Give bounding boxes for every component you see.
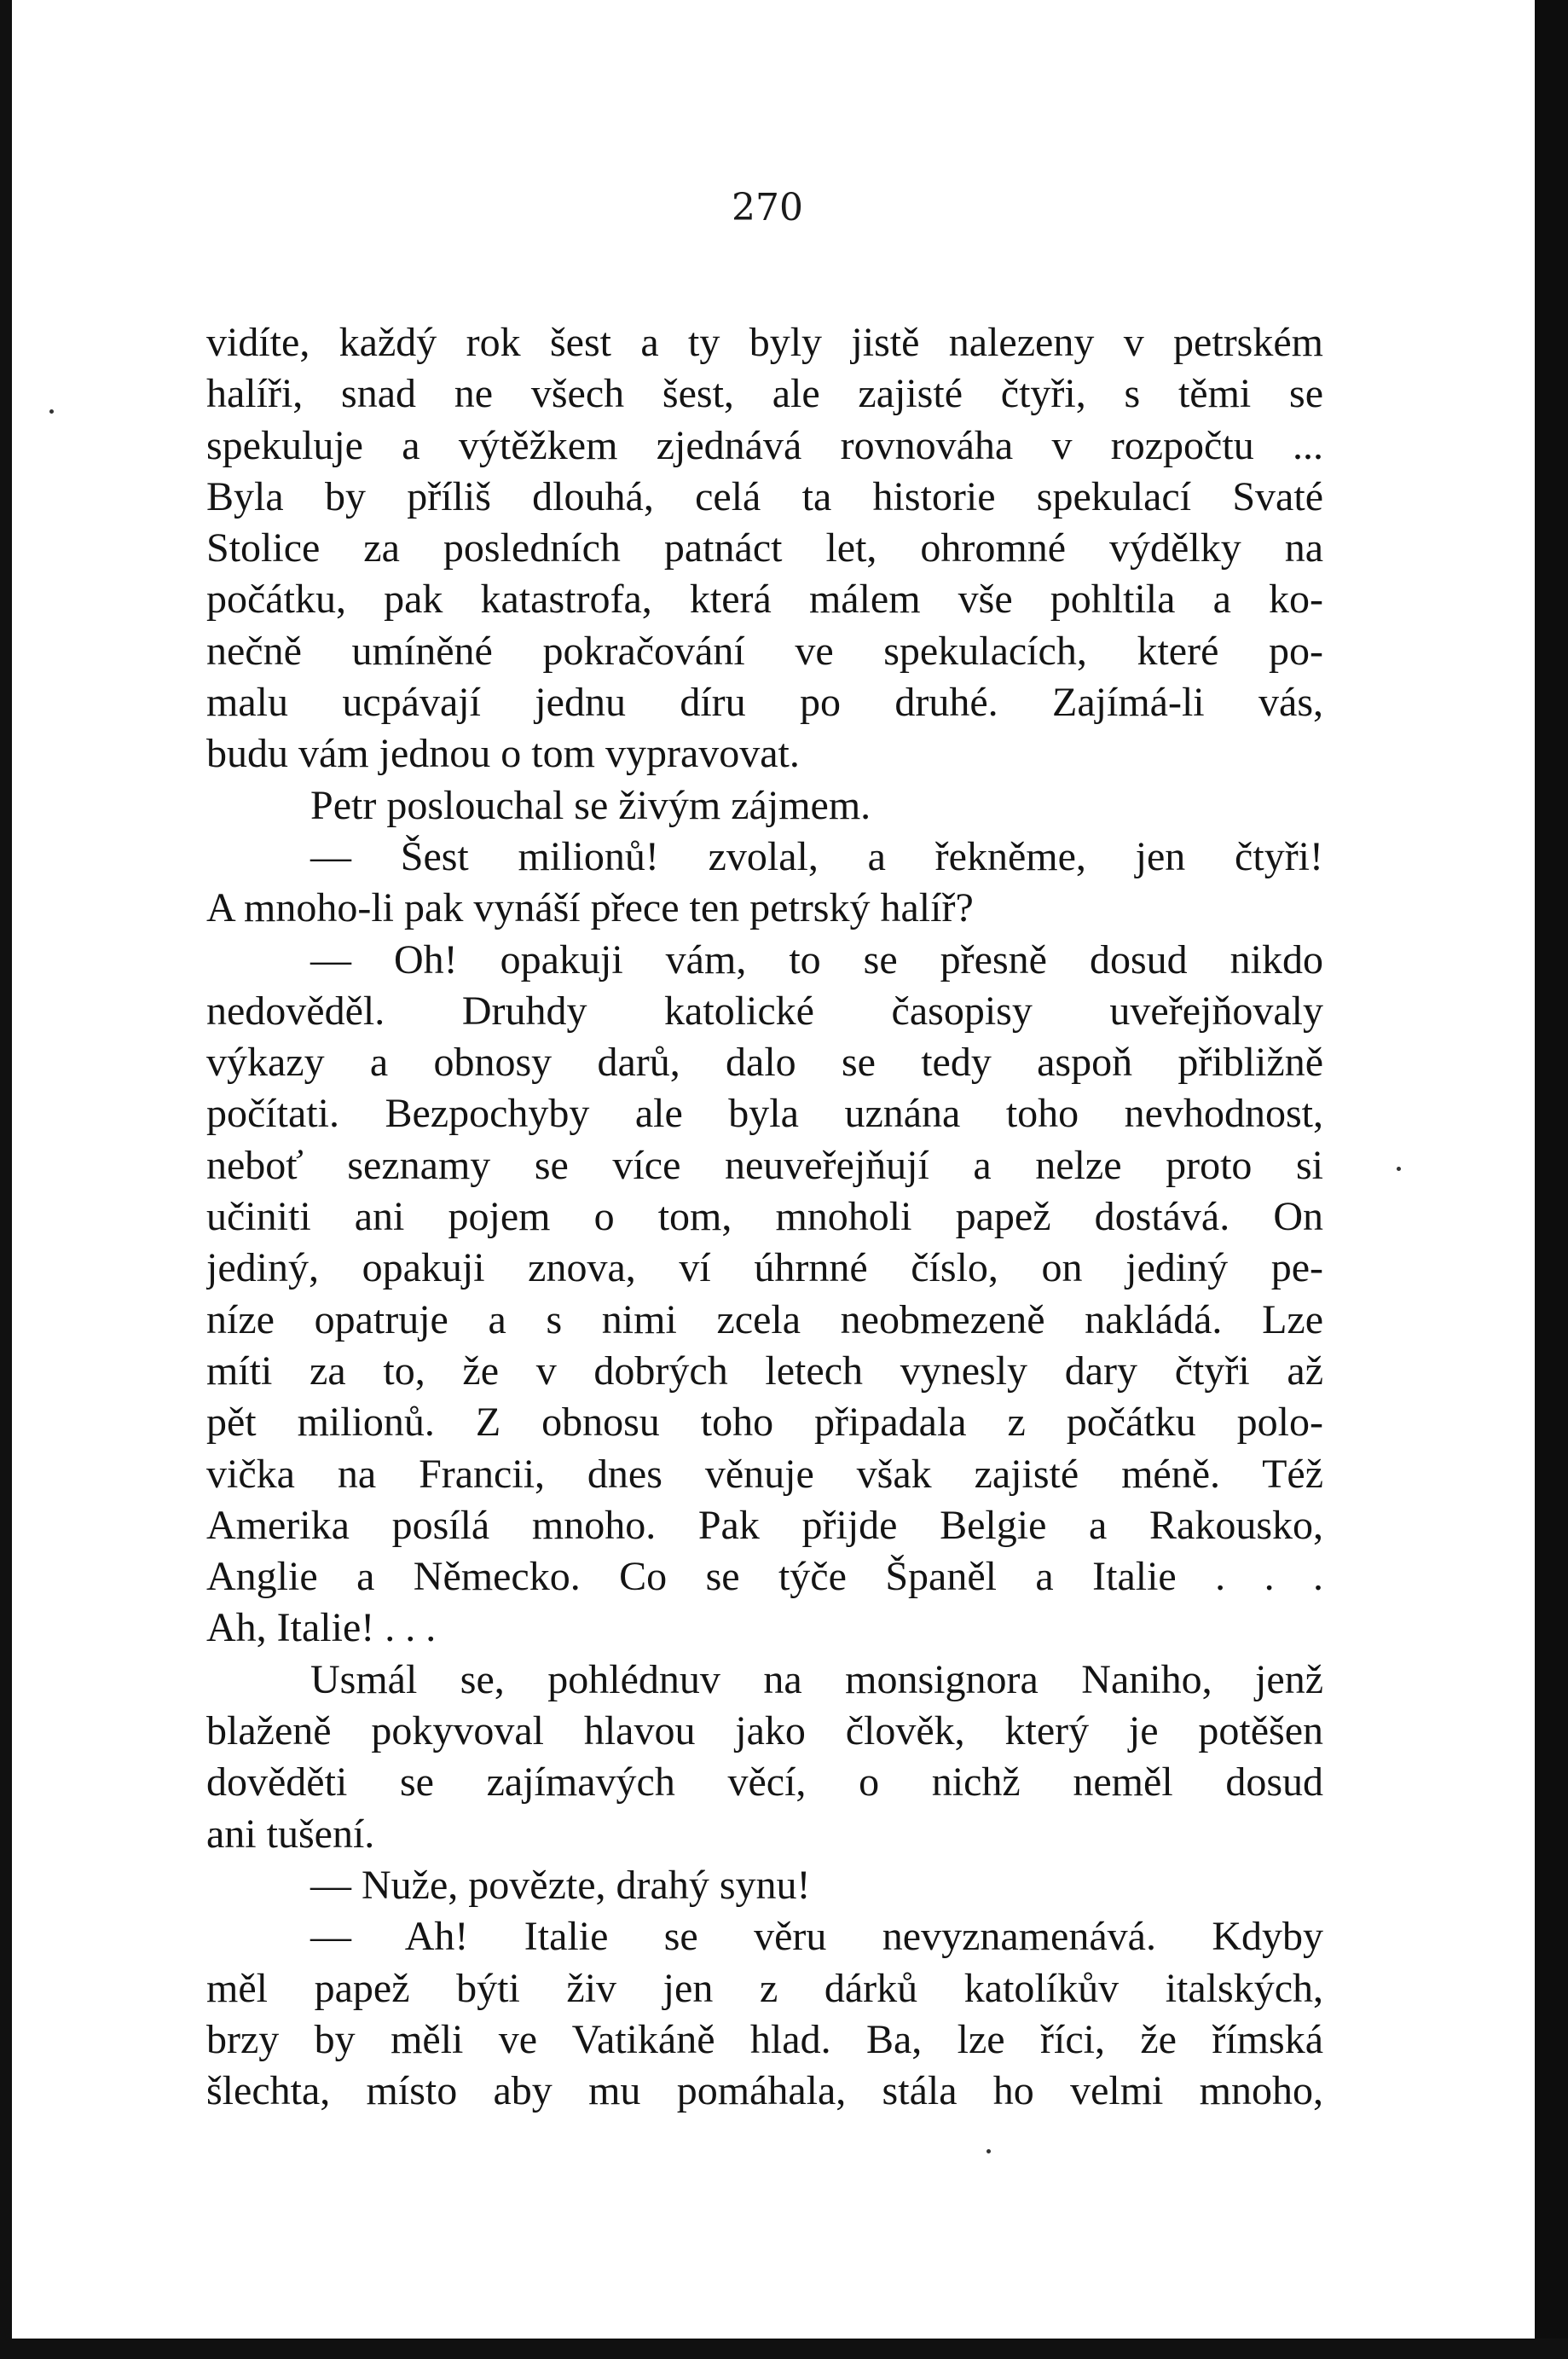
text-line: malu ucpávají jednu díru po druhé. Zajímá-li vás,: [206, 680, 1323, 726]
text-line: ani tušení.: [206, 1811, 375, 1857]
body-text: [206, 317, 1323, 2117]
text-line: — Nuže, povězte, drahý synu!: [310, 1862, 811, 1908]
text-line: počátku, pak katastrofa, která málem vše pohltila a ko-: [206, 577, 1323, 623]
text-line: nečně umíněné pokračování ve spekulacích, které po-: [206, 628, 1323, 674]
text-line: Byla by příliš dlouhá, celá ta historie spekulací Svaté: [206, 473, 1323, 519]
text-line: vidíte, každý rok šest a ty byly jistě nalezeny v petrském: [206, 320, 1323, 365]
text-line: Anglie a Německo. Co se týče Španěl a Italie . . .: [206, 1554, 1323, 1600]
text-line: — Ah! Italie se věru nevyznamenává. Kdyby: [310, 1914, 1323, 1960]
text-line: měl papež býti živ jen z dárků katolíkův italských,: [206, 1965, 1323, 2011]
text-line: níze opatruje a s nimi zcela neobmezeně nakládá. Lze: [206, 1296, 1323, 1342]
text-line: — Šest milionů! zvolal, a řekněme, jen čtyři!: [310, 833, 1323, 879]
text-line: Stolice za posledních patnáct let, ohromné výdělky na: [206, 525, 1323, 571]
text-line: halíři, snad ne všech šest, ale zajisté čtyři, s těmi se: [206, 371, 1323, 417]
text-line: výkazy a obnosy darů, dalo se tedy aspoň přibližně: [206, 1040, 1323, 1086]
scan-border-left: [0, 0, 12, 2359]
text-line: nedověděl. Druhdy katolické časopisy uveřejňovaly: [206, 988, 1323, 1034]
text-line: Amerika posílá mnoho. Pak přijde Belgie a Rakousko,: [206, 1502, 1323, 1548]
text-line: míti za to, že v dobrých letech vynesly dary čtyři až: [206, 1348, 1323, 1394]
text-line: blaženě pokyvoval hlavou jako člověk, který je potěšen: [206, 1708, 1323, 1754]
text-line: brzy by měli ve Vatikáně hlad. Ba, lze říci, že římská: [206, 2016, 1323, 2062]
text-line: A mnoho-li pak vynáší přece ten petrský halíř?: [206, 885, 974, 931]
text-line: učiniti ani pojem o tom, mnoholi papež dostává. On: [206, 1194, 1323, 1240]
text-line: Usmál se, pohlédnuv na monsignora Naniho, jenž: [310, 1656, 1323, 1702]
scan-border-right: [1535, 0, 1568, 2359]
text-line: — Oh! opakuji vám, to se přesně dosud nikdo: [310, 936, 1323, 982]
text-line: vička na Francii, dnes věnuje však zajisté méně. Též: [206, 1451, 1323, 1497]
scan-speck: [987, 2149, 991, 2153]
text-line: dověděti se zajímavých věcí, o nichž neměl dosud: [206, 1759, 1323, 1805]
scan-speck: [1397, 1167, 1401, 1171]
text-line: jediný, opakuji znova, ví úhrnné číslo, on jediný pe-: [206, 1245, 1323, 1291]
scan-speck: [49, 409, 54, 414]
text-line: šlechta, místo aby mu pomáhala, stála ho velmi mnoho,: [206, 2068, 1323, 2114]
text-line: spekuluje a výtěžkem zjednává rovnováha v rozpočtu ...: [206, 422, 1323, 468]
text-line: Petr poslouchal se živým zájmem.: [310, 782, 871, 828]
text-line: pět milionů. Z obnosu toho připadala z počátku polo-: [206, 1400, 1323, 1446]
text-line: neboť seznamy se více neuveřejňují a nelze proto si: [206, 1142, 1323, 1188]
text-line: počítati. Bezpochyby ale byla uznána toho nevhodnost,: [206, 1091, 1323, 1137]
scan-border-bottom: [0, 2339, 1568, 2359]
text-line: budu vám jednou o tom vypravovat.: [206, 731, 800, 777]
text-line: Ah, Italie! . . .: [206, 1605, 437, 1651]
page-number: 270: [732, 186, 803, 229]
